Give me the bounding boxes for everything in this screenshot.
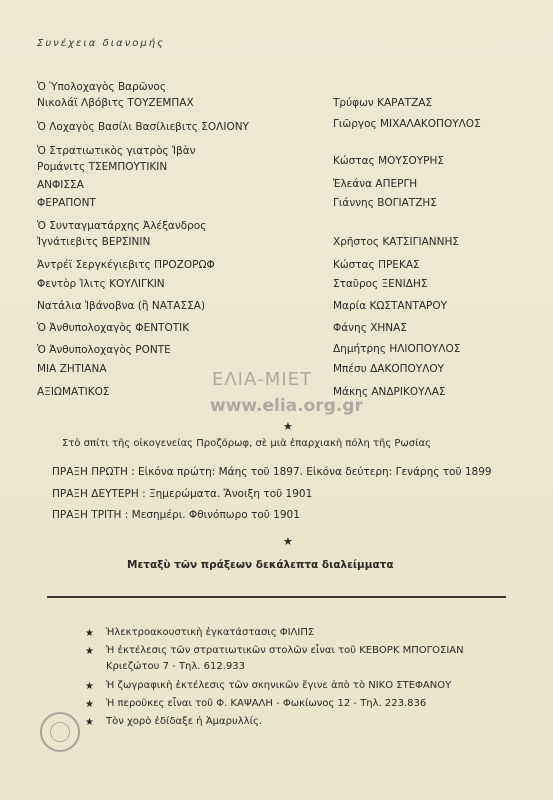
role-line: Ρομάνιτς ΤΣΕΜΠΟΥΤΙΚΙΝ — [37, 161, 168, 173]
credit-line — [106, 643, 464, 675]
role-line: ΑΝΦΙΣΣΑ — [37, 179, 84, 191]
act-line: ΠΡΑΞΗ ΤΡΙΤΗ : Μεσημέρι. Φθινόπωρο τοῦ 1901 — [52, 509, 300, 521]
role-name — [37, 342, 171, 358]
role-name — [37, 79, 194, 111]
actor-name: Γιάννης ΒΟΓΙΑΤΖΗΣ — [333, 197, 437, 209]
star-icon: ★ — [85, 717, 94, 728]
role-line: Ὁ Ὑπολοχαγὸς Βαρῶνος — [37, 81, 167, 93]
actor-name: Τρύφων ΚΑΡΑΤΖΑΣ — [333, 97, 433, 109]
role-line: Νατάλια Ἰβάνοβνα (ἢ ΝΑΤΑΣΣΑ) — [37, 300, 206, 312]
divider — [47, 596, 506, 598]
watermark-url: www.elia.org.gr — [210, 396, 363, 416]
role-name — [37, 320, 189, 336]
watermark-name: ΕΛΙΑ-ΜΙΕΤ — [212, 369, 313, 390]
role-name — [37, 257, 215, 273]
role-name — [37, 119, 249, 135]
actor-name: Χρῆστος ΚΑΤΣΙΓΙΑΝΝΗΣ — [333, 236, 459, 248]
actor-name: Κώστας ΜΟΥΣΟΥΡΗΣ — [333, 155, 444, 167]
role-line: Φεντὸρ Ἰλιτς ΚΟΥΛΙΓΚΙΝ — [37, 278, 165, 290]
credit-text: Ἡλεκτροακουστικὴ ἐγκατάστασις ΦΙΛΙΠΣ — [106, 627, 315, 638]
role-name — [37, 218, 206, 250]
credit-line — [106, 714, 262, 730]
star-icon: ★ — [283, 535, 293, 548]
role-name — [37, 276, 165, 292]
act-line: ΠΡΑΞΗ ΠΡΩΤΗ : Εἰκόνα πρώτη: Μάης τοῦ 1897. Εἰκόνα δεύτερη: Γενάρης τοῦ 1899 — [52, 466, 492, 478]
role-line: Ὁ Στρατιωτικὸς γιατρὸς Ἰβὰν — [37, 145, 196, 157]
actor-name: Μαρία ΚΩΣΤΑΝΤΑΡΟΥ — [333, 300, 448, 312]
role-line: ΑΞΙΩΜΑΤΙΚΟΣ — [37, 386, 110, 398]
actor-name: Ἐλεάνα ΑΠΕΡΓΗ — [333, 178, 418, 190]
actor-name: Φάνης ΧΗΝΑΣ — [333, 322, 407, 334]
star-icon: ★ — [283, 420, 293, 433]
role-line: Ἀντρέϊ Σεργκέγιεβιτς ΠΡΟΖΟΡΩΦ — [37, 259, 215, 271]
role-name — [37, 195, 96, 211]
actor-name: Μάκης ΑΝΔΡΙΚΟΥΛΑΣ — [333, 386, 446, 398]
role-line: ΦΕΡΑΠΟΝΤ — [37, 197, 96, 209]
stamp-center — [50, 722, 70, 742]
actor-name: Δημήτρης ΗΛΙΟΠΟΥΛΟΣ — [333, 343, 461, 355]
role-line: Ὁ Ἀνθυπολοχαγὸς ΦΕΝΤΟΤΙΚ — [37, 322, 190, 334]
act-line: ΠΡΑΞΗ ΔΕΥΤΕΡΗ : Ξημερώματα. Ἄνοιξη τοῦ 1901 — [52, 488, 313, 500]
role-line: Ὁ Ἀνθυπολοχαγὸς ΡΟΝΤΕ — [37, 344, 171, 356]
role-line: Ὁ Συνταγματάρχης Ἀλέξανδρος — [37, 220, 207, 232]
star-icon: ★ — [85, 628, 94, 639]
credit-text: Ἡ ἐκτέλεσις τῶν στρατιωτικῶν στολῶν εἶναι τοῦ ΚΕΒΟΡΚ ΜΠΟΓΟΣΙΑΝ — [106, 645, 464, 656]
page-header: Συνέχεια διανομής — [37, 38, 165, 49]
credit-text: Κριεζώτου 7 - Τηλ. 612.933 — [106, 661, 246, 672]
role-line: Ἰγνάτιεβιτς ΒΕΡΣΙΝΙΝ — [37, 236, 151, 248]
actor-name: Κώστας ΠΡΕΚΑΣ — [333, 259, 420, 271]
actor-name: Μπέσυ ΔΑΚΟΠΟΥΛΟΥ — [333, 363, 445, 375]
actor-name: Σταῦρος ΞΕΝΙΔΗΣ — [333, 278, 428, 290]
actor-name: Γιῶργος ΜΙΧΑΛΑΚΟΠΟΥΛΟΣ — [333, 118, 481, 130]
library-stamp — [40, 712, 80, 752]
role-name — [37, 361, 107, 377]
intermission-note: Μεταξὺ τῶν πράξεων δεκάλεπτα διαλείμματα — [127, 559, 394, 571]
credit-text: Ἡ περοῦκες εἶναι τοῦ Φ. ΚΑΨΑΛΗ - Φωκίωνος 12 - Τηλ. 223.836 — [106, 698, 427, 709]
role-line: ΜΙΑ ΖΗΤΙΑΝΑ — [37, 363, 107, 375]
role-name — [37, 143, 196, 175]
credit-line — [106, 696, 426, 712]
setting-line: Στὸ σπίτι τῆς οἰκογενείας Προζόρωφ, σὲ μιὰ ἐπαρχιακὴ πόλη τῆς Ρωσίας — [62, 438, 431, 449]
star-icon: ★ — [85, 646, 94, 657]
credit-text: Τὸν χορὸ ἐδίδαξε ἡ Ἀμαρυλλίς. — [106, 716, 263, 727]
credit-line — [106, 625, 314, 641]
role-line: Νικολάϊ Λβόβιτς ΤΟΥΖΕΜΠΑΧ — [37, 97, 194, 109]
credit-text: Ἡ ζωγραφικὴ ἐκτέλεσις τῶν σκηνικῶν ἔγινε ἀπὸ τὸ ΝΙΚΟ ΣΤΕΦΑΝΟΥ — [106, 680, 452, 691]
credit-line — [106, 678, 451, 694]
role-name — [37, 177, 84, 193]
star-icon: ★ — [85, 699, 94, 710]
star-icon: ★ — [85, 681, 94, 692]
role-name — [37, 384, 109, 400]
role-line: Ὁ Λοχαγὸς Βασίλι Βασίλιεβιτς ΣΟΛΙΟΝΥ — [37, 121, 249, 133]
role-name — [37, 298, 205, 314]
